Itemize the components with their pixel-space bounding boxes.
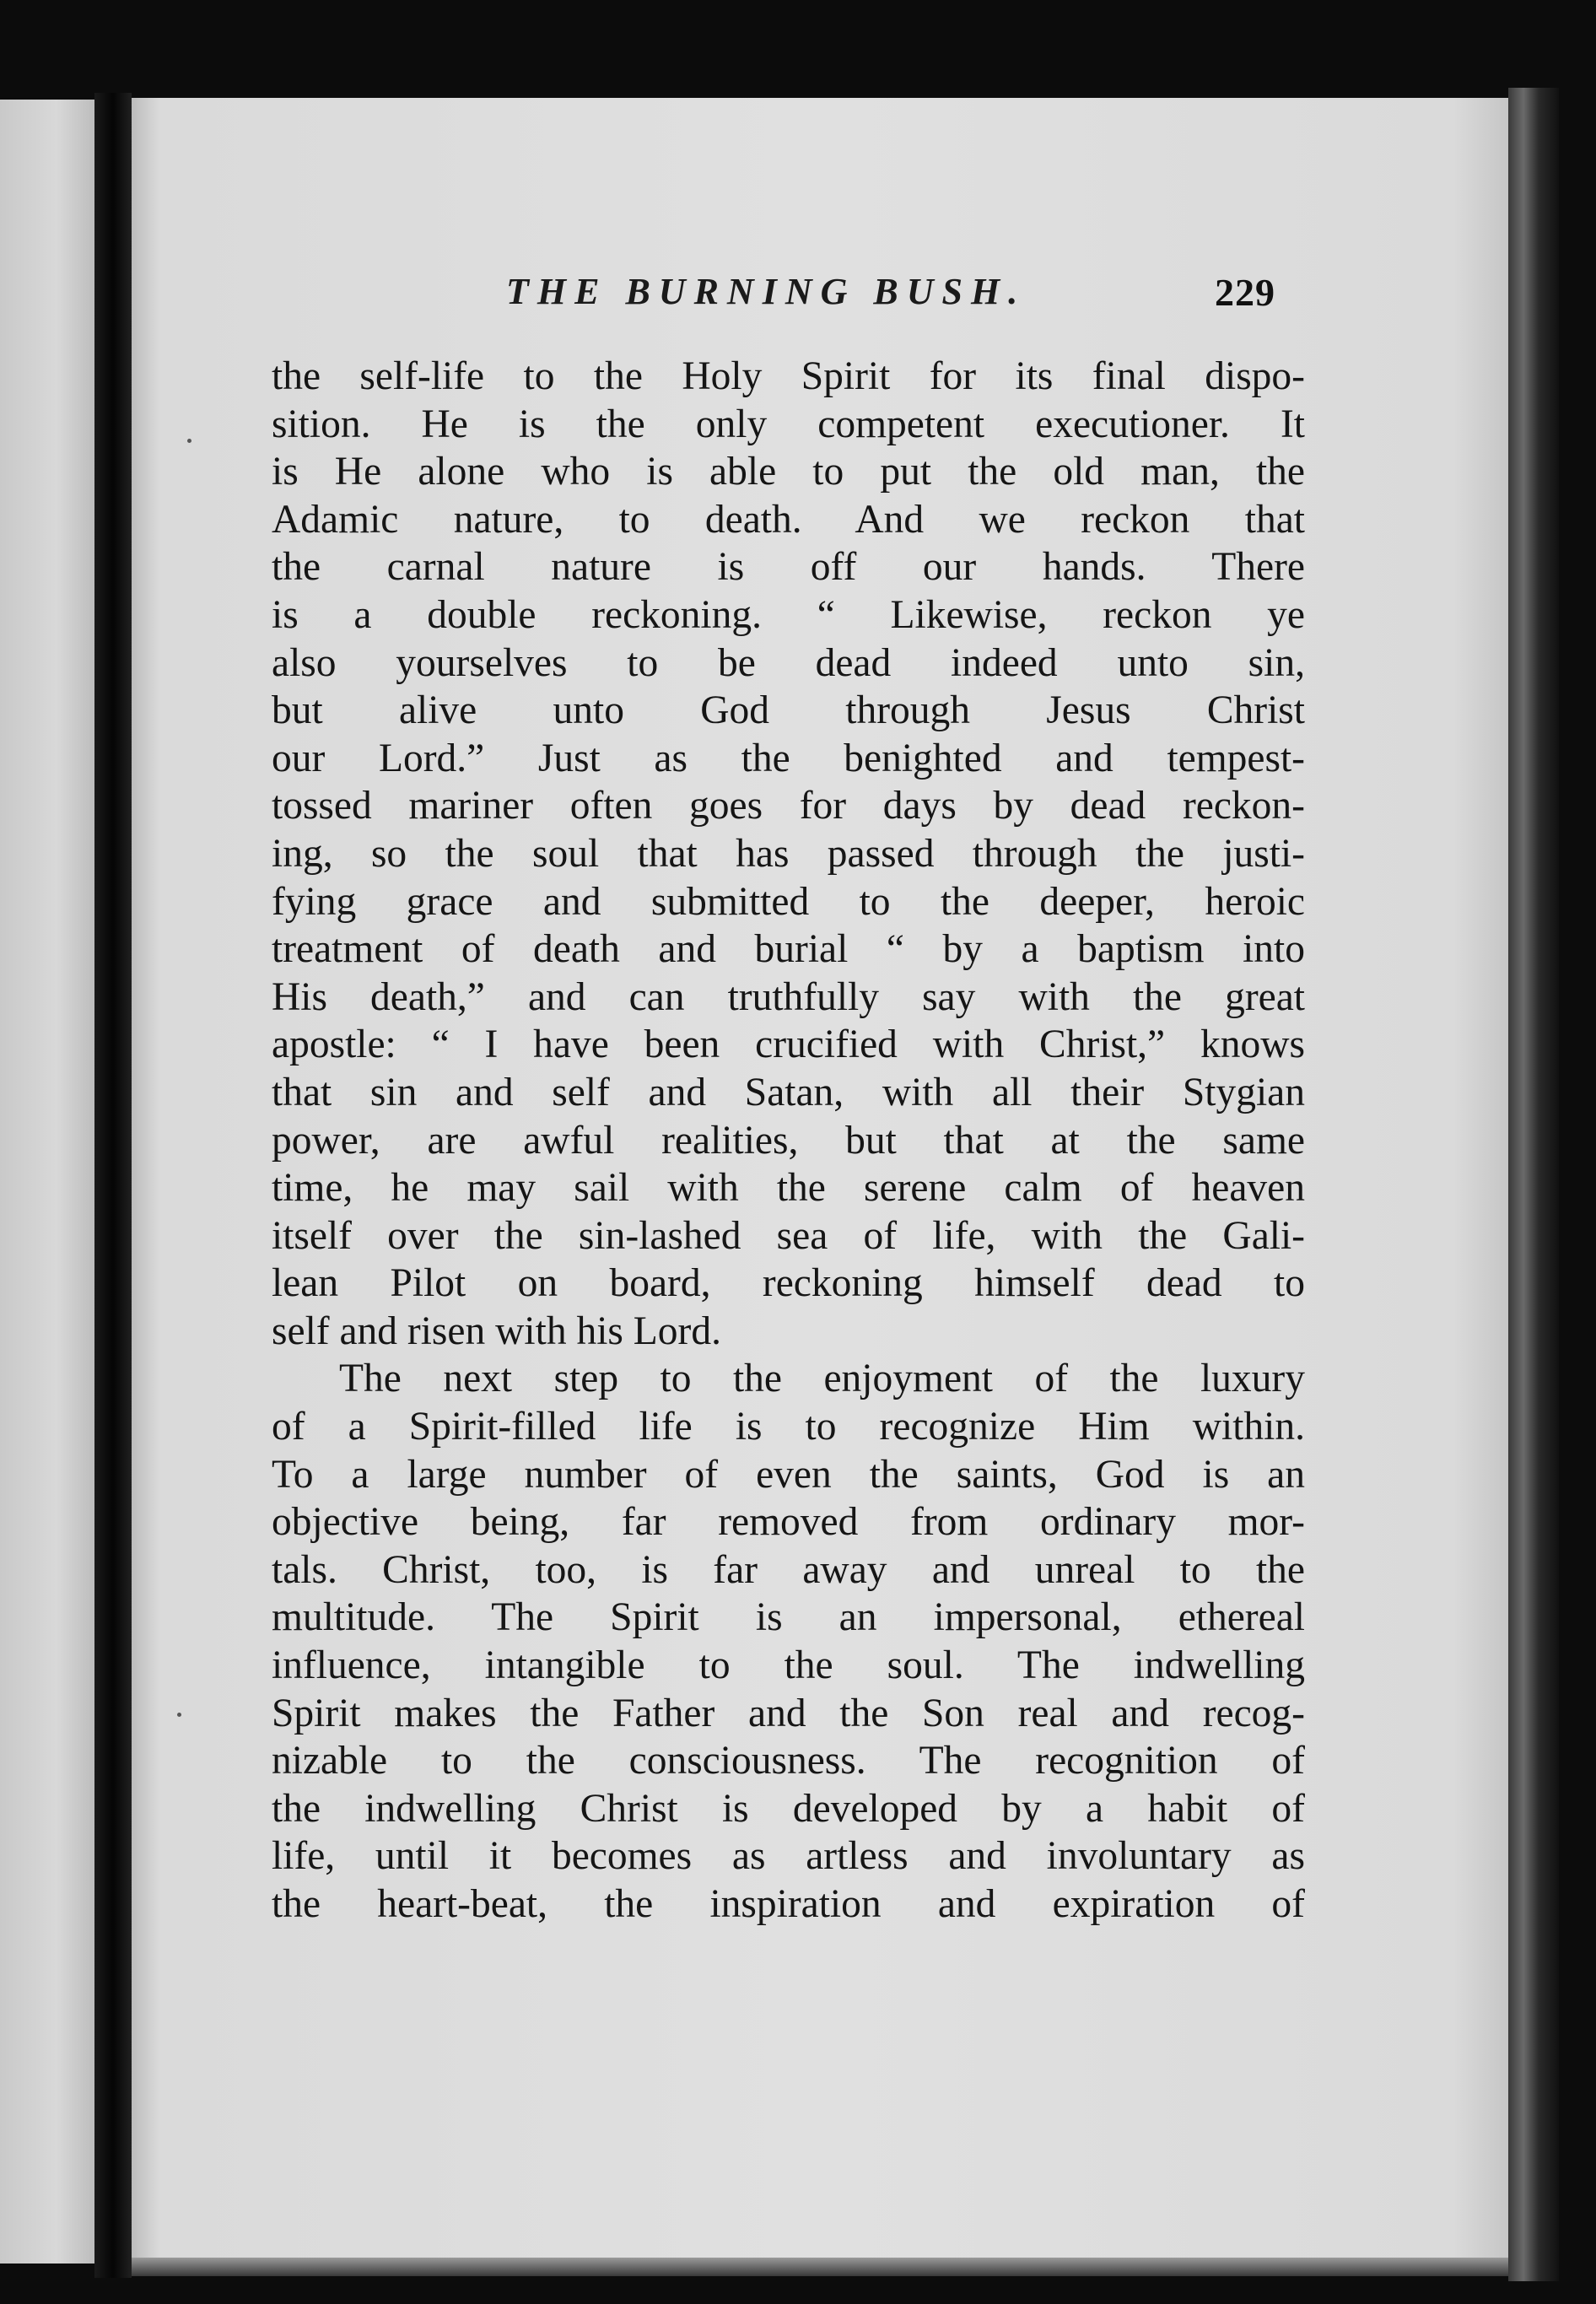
text-line: multitude. The Spirit is an impersonal, ethereal bbox=[272, 1595, 1305, 1640]
text-line: our Lord.” Just as the benighted and tempest- bbox=[272, 736, 1305, 780]
page-number: 229 bbox=[1215, 271, 1275, 314]
text-line: of a Spirit-filled life is to recognize Him within. bbox=[272, 1405, 1305, 1449]
text-line: also yourselves to be dead indeed unto sin, bbox=[272, 640, 1305, 685]
paper-speck bbox=[177, 1713, 181, 1717]
text-line: time, he may sail with the serene calm of heaven bbox=[272, 1166, 1305, 1211]
text-line: His death,” and can truthfully say with the great bbox=[272, 974, 1305, 1019]
text-line: treatment of death and burial “ by a baptism into bbox=[272, 927, 1305, 972]
running-head bbox=[506, 270, 1291, 321]
text-line: influence, intangible to the soul. The indwelling bbox=[272, 1643, 1305, 1688]
text-line: The next step to the enjoyment of the luxury bbox=[339, 1357, 1305, 1401]
text-line: the carnal nature is off our hands. There bbox=[272, 545, 1305, 590]
text-line: power, are awful realities, but that at the same bbox=[272, 1118, 1305, 1163]
book-gutter bbox=[94, 93, 132, 2278]
text-line: the indwelling Christ is developed by a habit of bbox=[272, 1786, 1305, 1831]
text-line: lean Pilot on board, reckoning himself dead to bbox=[272, 1261, 1305, 1306]
text-line: tossed mariner often goes for days by dead reckon- bbox=[272, 784, 1305, 828]
paragraph bbox=[272, 353, 1305, 1355]
text-line: To a large number of even the saints, God is an bbox=[272, 1452, 1305, 1497]
text-line: Adamic nature, to death. And we reckon that bbox=[272, 497, 1305, 542]
text-line: the heart-beat, the inspiration and expiration of bbox=[272, 1882, 1305, 1926]
text-line: sition. He is the only competent executioner. It bbox=[272, 402, 1305, 446]
paragraph bbox=[272, 1355, 1305, 1928]
paper-speck bbox=[187, 439, 191, 443]
text-line: is a double reckoning. “ Likewise, reckon ye bbox=[272, 592, 1305, 637]
text-line: the self-life to the Holy Spirit for its final dispo- bbox=[272, 354, 1305, 398]
text-line: life, until it becomes as artless and involuntary as bbox=[272, 1834, 1305, 1879]
text-line: nizable to the consciousness. The recognition of bbox=[272, 1739, 1305, 1783]
text-line: itself over the sin-lashed sea of life, with the Gali- bbox=[272, 1213, 1305, 1258]
facing-page-edge bbox=[0, 100, 94, 2264]
running-title: THE BURNING BUSH. bbox=[506, 271, 1027, 312]
text-line: self and risen with his Lord. bbox=[272, 1308, 721, 1353]
text-line: is He alone who is able to put the old man, the bbox=[272, 450, 1305, 494]
text-line: apostle: “ I have been crucified with Christ,” knows bbox=[272, 1023, 1305, 1067]
text-line: but alive unto God through Jesus Christ bbox=[272, 688, 1305, 733]
text-line: ing, so the soul that has passed through the justi- bbox=[272, 831, 1305, 876]
text-line: fying grace and submitted to the deeper, heroic bbox=[272, 879, 1305, 924]
body-text bbox=[272, 353, 1305, 1929]
text-line: objective being, far removed from ordinary mor- bbox=[272, 1500, 1305, 1545]
page-edge-shadow bbox=[1508, 88, 1559, 2281]
text-line: Spirit makes the Father and the Son real and recog- bbox=[272, 1691, 1305, 1735]
text-line: tals. Christ, too, is far away and unreal to the bbox=[272, 1547, 1305, 1592]
page-bottom-edge bbox=[132, 2258, 1508, 2276]
text-line: that sin and self and Satan, with all their Stygian bbox=[272, 1070, 1305, 1114]
